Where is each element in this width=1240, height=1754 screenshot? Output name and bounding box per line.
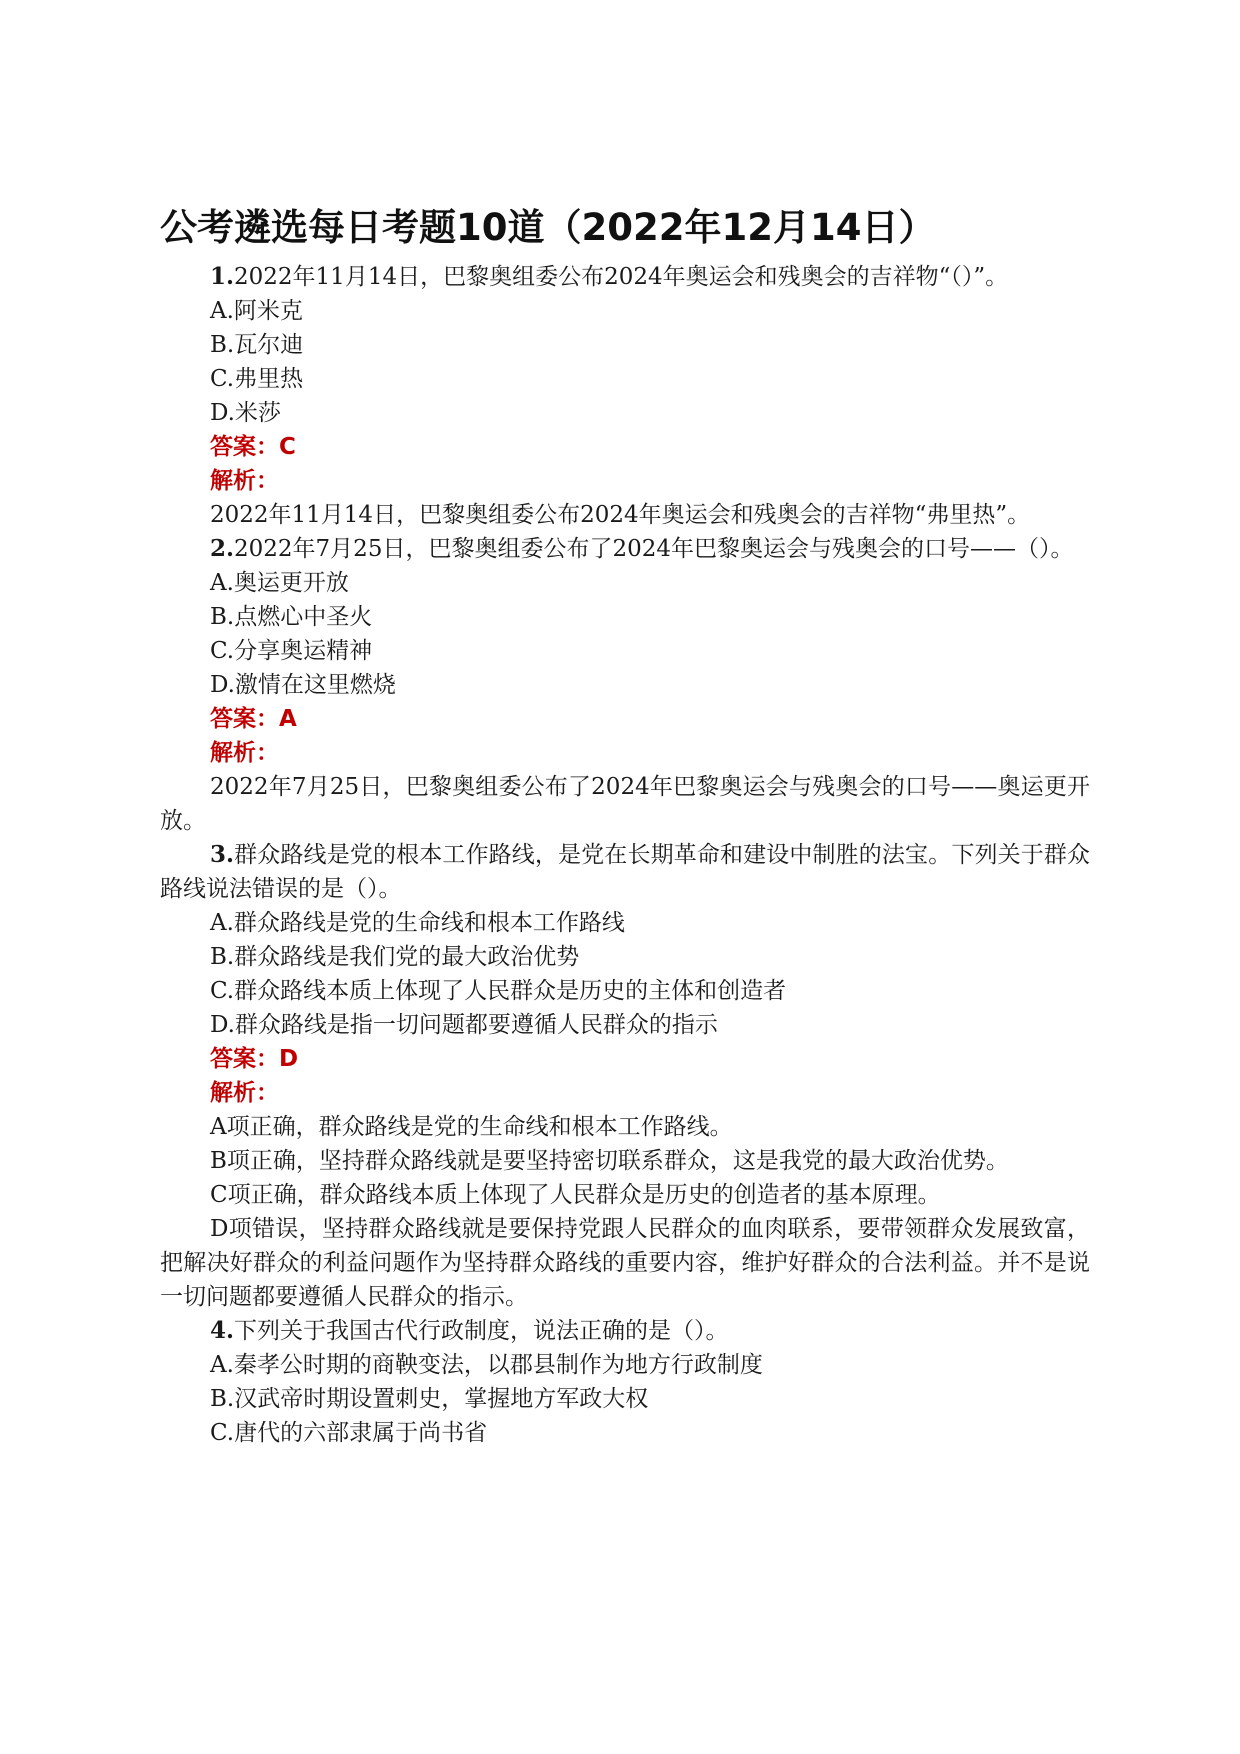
option-d: D.米莎 <box>210 400 281 426</box>
option-b: B.瓦尔迪 <box>210 332 304 358</box>
option-c: C.唐代的六部隶属于尚书省 <box>210 1420 488 1446</box>
question-stem <box>160 838 1090 906</box>
analysis-label: 解析： <box>210 740 279 766</box>
option-c: C.分享奥运精神 <box>210 638 373 664</box>
question-stem <box>160 532 1090 566</box>
analysis-text: 2022年11月14日，巴黎奥组委公布2024年奥运会和残奥会的吉祥物“弗里热”。 <box>210 502 1031 528</box>
option-b: B.点燃心中圣火 <box>210 604 373 630</box>
option-a: A.秦孝公时期的商鞅变法，以郡县制作为地方行政制度 <box>210 1352 763 1378</box>
page-title: 公考遴选每日考题10道（2022年12月14日） <box>160 206 936 249</box>
question-stem <box>160 260 1090 294</box>
answer-label: 答案：D <box>210 1046 299 1072</box>
option-a: A.阿米克 <box>210 298 303 324</box>
option-a: A.奥运更开放 <box>210 570 349 596</box>
question-stem <box>160 1314 1090 1348</box>
option-c: C.群众路线本质上体现了人民群众是历史的主体和创造者 <box>210 978 787 1004</box>
answer-label: 答案：C <box>210 434 296 460</box>
question-text: 下列关于我国古代行政制度，说法正确的是（）。 <box>234 1318 729 1344</box>
option-b: B.群众路线是我们党的最大政治优势 <box>210 944 580 970</box>
analysis-text: A项正确，群众路线是党的生命线和根本工作路线。 <box>210 1114 733 1140</box>
question-number: 4. <box>210 1317 235 1344</box>
question-3 <box>160 838 1090 1314</box>
option-a: A.群众路线是党的生命线和根本工作路线 <box>210 910 625 936</box>
question-text: 2022年11月14日，巴黎奥组委公布2024年奥运会和残奥会的吉祥物“（）”。 <box>234 264 1009 290</box>
option-d: D.群众路线是指一切问题都要遵循人民群众的指示 <box>210 1012 718 1038</box>
option-d: D.激情在这里燃烧 <box>210 672 396 698</box>
question-text: 2022年7月25日，巴黎奥组委公布了2024年巴黎奥运会与残奥会的口号——（）。 <box>234 536 1074 562</box>
question-number: 3. <box>210 841 235 868</box>
analysis-label: 解析： <box>210 468 279 494</box>
analysis-text: B项正确，坚持群众路线就是要坚持密切联系群众，这是我党的最大政治优势。 <box>210 1148 1009 1174</box>
question-2 <box>160 532 1090 838</box>
answer-label: 答案：A <box>210 706 297 732</box>
analysis-text: 2022年7月25日，巴黎奥组委公布了2024年巴黎奥运会与残奥会的口号——奥运更开放。 <box>160 774 1090 834</box>
analysis-text: C项正确，群众路线本质上体现了人民群众是历史的创造者的基本原理。 <box>210 1182 941 1208</box>
question-number: 2. <box>210 535 235 562</box>
question-text: 群众路线是党的根本工作路线，是党在长期革命和建设中制胜的法宝。下列关于群众路线说法错误的是（）。 <box>160 842 1090 902</box>
question-4 <box>160 1314 1090 1450</box>
question-1 <box>160 260 1090 532</box>
question-number: 1. <box>210 263 235 290</box>
analysis-label: 解析： <box>210 1080 279 1106</box>
option-c: C.弗里热 <box>210 366 304 392</box>
option-b: B.汉武帝时期设置刺史，掌握地方军政大权 <box>210 1386 649 1412</box>
analysis-text: D项错误，坚持群众路线就是要保持党跟人民群众的血肉联系，要带领群众发展致富，把解决好群众的利益问题作为坚持群众路线的重要内容，维护好群众的合法利益。并不是说一切问题都要遵循人民群众的指示。 <box>160 1216 1090 1310</box>
